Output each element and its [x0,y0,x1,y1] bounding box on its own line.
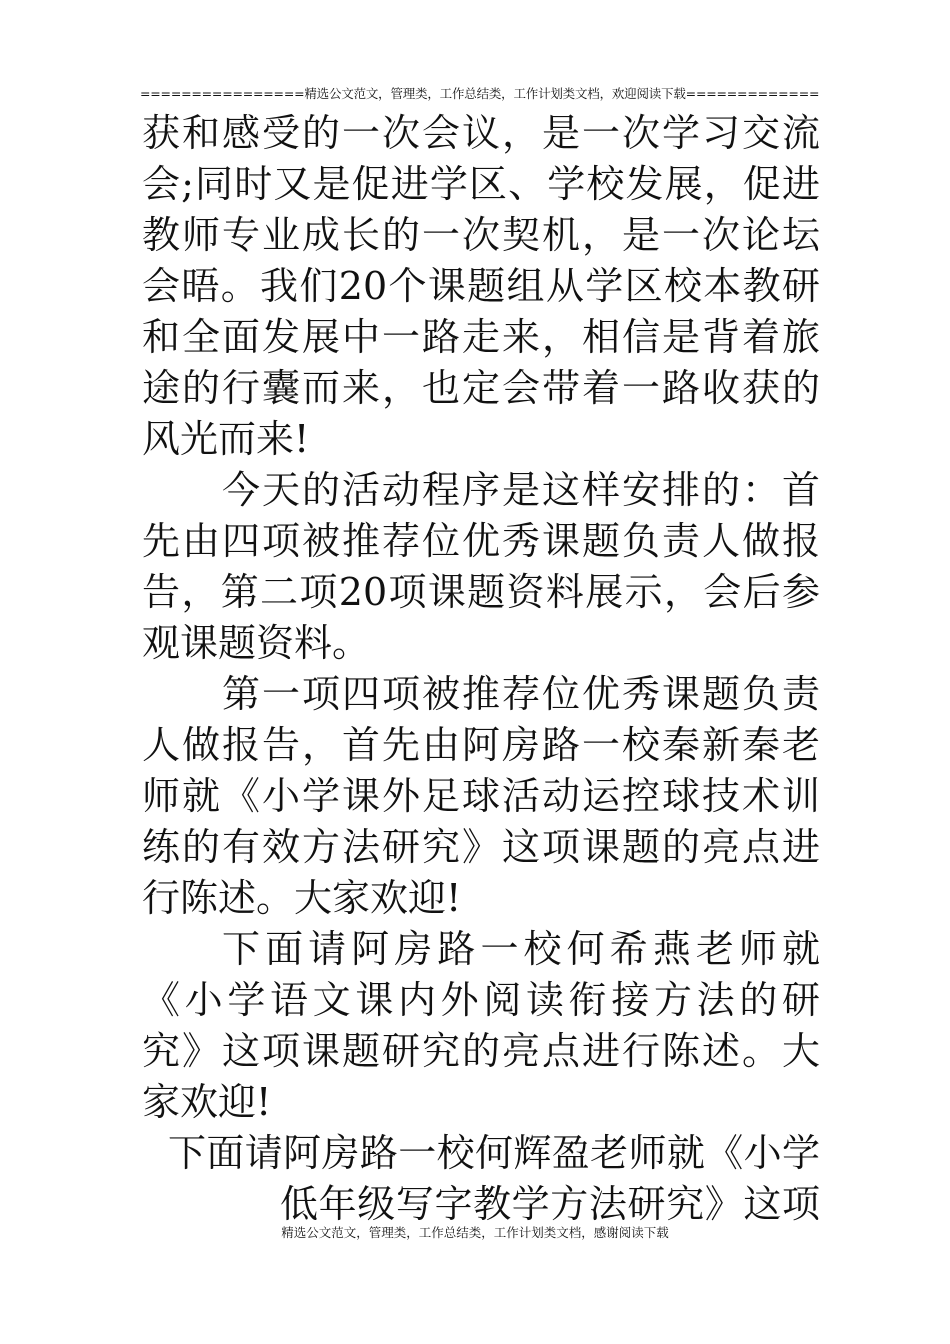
text-line: 风光而来! [142,417,310,461]
text-line: 会;同时又是促进学区、学校发展，促进 [142,162,820,206]
text-line: 途的行囊而来，也定会带着一路收获的 [142,366,820,410]
text-line: 和全面发展中一路走来，相信是背着旅 [142,315,820,359]
page-header-banner: ================精选公文范文，管理类，工作总结类，工作计划类文档，欢迎阅读下载============= [140,86,820,101]
text-line: 《小学语文课内外阅读衔接方法的研 [142,978,820,1022]
text-line: 低年级写字教学方法研究》这项 [280,1182,820,1226]
text-line: 行陈述。大家欢迎! [142,876,462,920]
text-line: 观课题资料。 [142,621,371,665]
text-line: 会晤。我们20个课题组从学区校本教研 [142,264,820,308]
text-line: 师就《小学课外足球活动运控球技术训 [142,774,820,818]
page-footer: 精选公文范文，管理类，工作总结类，工作计划类文档，感谢阅读下载 [281,1225,669,1240]
paragraph-start-line: 下面请阿房路一校何辉盈老师就《小学 [168,1131,820,1175]
paragraph-start-line: 下面请阿房路一校何希燕老师就 [222,927,820,971]
text-line: 家欢迎! [142,1080,272,1124]
text-line: 教师专业成长的一次契机，是一次论坛 [142,213,820,257]
document-body [142,108,820,1230]
text-line: 告，第二项20项课题资料展示，会后参 [142,570,820,614]
text-line: 人做报告，首先由阿房路一校秦新秦老 [142,723,820,767]
text-line: 练的有效方法研究》这项课题的亮点进 [142,825,820,869]
paragraph-start-line: 今天的活动程序是这样安排的：首 [222,468,820,512]
text-line: 获和感受的一次会议，是一次学习交流 [142,111,820,155]
text-line: 究》这项课题研究的亮点进行陈述。大 [142,1029,820,1073]
paragraph-start-line: 第一项四项被推荐位优秀课题负责 [222,672,820,716]
text-line: 先由四项被推荐位优秀课题负责人做报 [142,519,820,563]
